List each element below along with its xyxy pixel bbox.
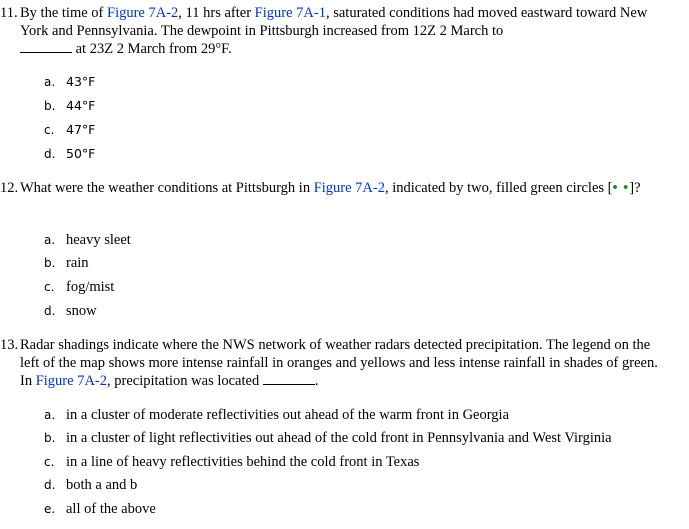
option-13a[interactable] — [44, 406, 509, 424]
option-11a[interactable] — [44, 73, 95, 91]
question-text-part: ]? — [629, 180, 641, 196]
question-text-part: , 11 hrs after — [178, 5, 255, 21]
option-text: 47°F — [66, 122, 96, 137]
option-letter: c. — [44, 455, 55, 469]
option-text: 43°F — [66, 74, 96, 89]
option-text: both a and b — [66, 477, 138, 493]
question-13-text — [0, 336, 670, 390]
answer-blank — [263, 372, 315, 385]
figure-link[interactable]: Figure 7A-2 — [313, 180, 385, 196]
green-dots-icon: • • — [612, 180, 630, 196]
option-letter: d. — [44, 478, 56, 492]
option-letter: a. — [44, 75, 56, 89]
question-text-part: What were the weather conditions at Pittsburgh in — [20, 180, 314, 196]
figure-link[interactable]: Figure 7A-2 — [35, 373, 108, 389]
option-text: all of the above — [66, 501, 156, 517]
option-letter: c. — [44, 123, 55, 137]
option-text: 44°F — [66, 98, 96, 113]
option-letter: a. — [44, 233, 56, 247]
option-12b[interactable] — [44, 254, 89, 272]
option-12d[interactable] — [44, 302, 97, 320]
question-11-text — [0, 4, 670, 58]
option-11b[interactable] — [44, 97, 95, 115]
question-12-text — [0, 179, 670, 197]
option-letter: b. — [44, 431, 56, 445]
question-text-part: , saturated conditions had moved eastward toward New York and Pennsylvania. The dewpoint in Pittsburgh increased from 12Z 2 March to — [20, 5, 648, 39]
option-text: fog/mist — [66, 279, 115, 295]
option-letter: d. — [44, 147, 56, 161]
question-text-part: , indicated by two, filled green circles [ — [385, 180, 613, 196]
option-letter: d. — [44, 304, 56, 318]
option-letter: a. — [44, 408, 56, 422]
option-12a[interactable] — [44, 231, 131, 249]
question-text-part: at 23Z 2 March from 29°F. — [72, 41, 232, 57]
question-number: 11. — [0, 5, 18, 21]
figure-link[interactable]: Figure 7A-2 — [107, 5, 179, 21]
option-11d[interactable] — [44, 145, 95, 163]
option-text: 50°F — [66, 146, 96, 161]
option-13c[interactable] — [44, 453, 419, 471]
figure-link[interactable]: Figure 7A-1 — [254, 5, 326, 21]
option-12c[interactable] — [44, 278, 114, 296]
option-text: in a cluster of light reflectivities out ahead of the cold front in Pennsylvania and West Virginia — [66, 430, 612, 446]
option-letter: b. — [44, 256, 56, 270]
option-text: heavy sleet — [66, 232, 131, 248]
option-letter: c. — [44, 280, 55, 294]
question-text-part: Radar shadings indicate where the NWS network of weather radars detected precipitation. The legend on the left of the map shows more intense rainfall in oranges and yellows and less intense rainfall in shades of green. In — [20, 337, 658, 389]
question-number: 13. — [0, 337, 19, 353]
option-text: rain — [66, 255, 89, 271]
question-text-part: By the time of — [20, 5, 107, 21]
option-text: in a line of heavy reflectivities behind the cold front in Texas — [66, 454, 420, 470]
question-text-part: , precipitation was located — [107, 373, 263, 389]
question-text-part: . — [314, 373, 319, 389]
option-text: in a cluster of moderate reflectivities out ahead of the warm front in Georgia — [66, 407, 510, 423]
option-13b[interactable] — [44, 429, 612, 447]
option-text: snow — [66, 303, 97, 319]
question-number: 12. — [0, 180, 19, 196]
option-letter: b. — [44, 99, 56, 113]
option-13d[interactable] — [44, 476, 137, 494]
option-letter: e. — [44, 502, 56, 516]
option-13e[interactable] — [44, 500, 156, 518]
answer-blank — [20, 40, 72, 53]
option-11c[interactable] — [44, 121, 95, 139]
